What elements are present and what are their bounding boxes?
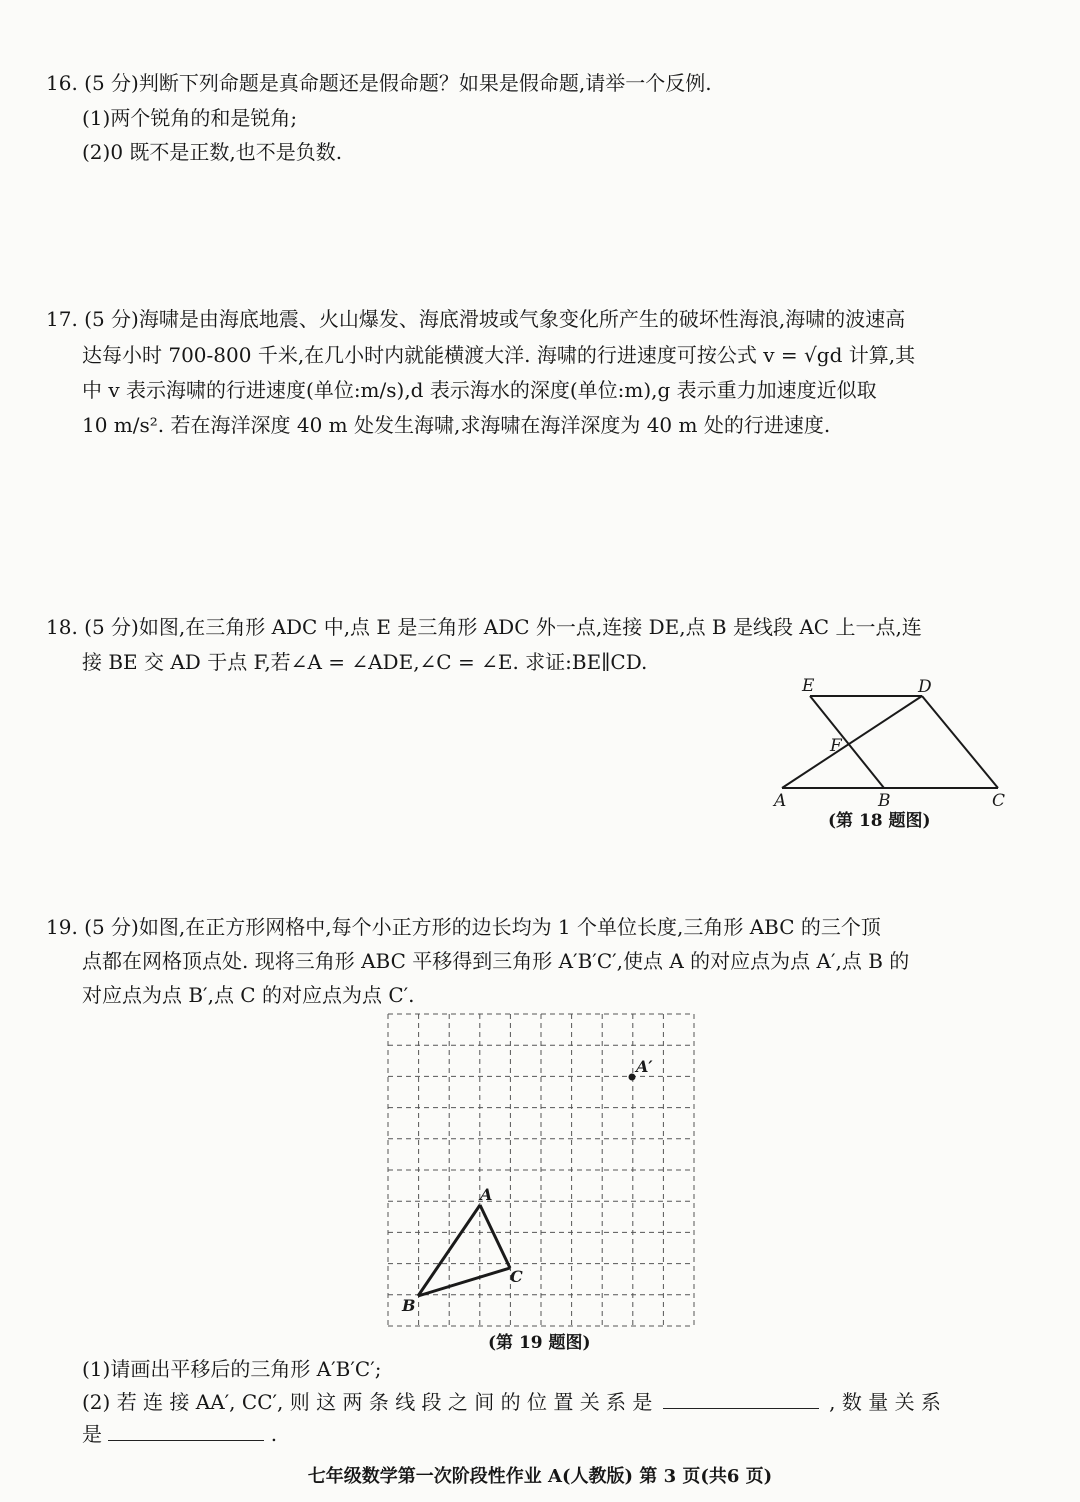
q19-line-3: 对应点为点 B′,点 C 的对应点为点 C′. xyxy=(82,983,415,1007)
segment-ad xyxy=(782,696,922,788)
q17-line-3: 中 v 表示海啸的行进速度(单位:m/s),d 表示海水的深度(单位:m),g 表示重力加速度近似取 xyxy=(82,378,877,402)
q18-line-1: 18. (5 分)如图,在三角形 ADC 中,点 E 是三角形 ADC 外一点,连接 DE,点 B 是线段 AC 上一点,连 xyxy=(46,615,922,639)
answer-blank-quantity[interactable] xyxy=(108,1418,264,1441)
q17-line-4: 10 m/s². 若在海洋深度 40 m 处发生海啸,求海啸在海洋深度为 40 m 处的行进速度. xyxy=(82,413,831,437)
label-f: F xyxy=(830,736,842,756)
q18-line-2: 接 BE 交 AD 于点 F,若∠A = ∠ADE,∠C = ∠E. 求证:BE∥CD. xyxy=(82,650,648,674)
q19-part2-line-2 xyxy=(82,1418,277,1449)
label-e: E xyxy=(802,676,815,696)
segment-dc xyxy=(922,696,998,788)
label-a-prime: A′ xyxy=(636,1057,653,1076)
q19-part2-text-end: . xyxy=(270,1422,278,1446)
point-a-prime xyxy=(629,1074,636,1081)
q19-part1: (1)请画出平移后的三角形 A′B′C′; xyxy=(82,1357,382,1381)
segment-ac xyxy=(480,1205,510,1268)
q19-grid-figure xyxy=(384,1010,700,1332)
label-d: D xyxy=(918,677,932,697)
q19-line-1: 19. (5 分)如图,在正方形网格中,每个小正方形的边长均为 1 个单位长度,三角形 ABC 的三个顶 xyxy=(46,915,881,939)
q17-line-2: 达每小时 700-800 千米,在几小时内就能横渡大洋. 海啸的行进速度可按公式 v = √gd 计算,其 xyxy=(82,343,916,367)
q17-line-1: 17. (5 分)海啸是由海底地震、火山爆发、海底滑坡或气象变化所产生的破坏性海浪,海啸的波速高 xyxy=(46,307,906,331)
label-b: B xyxy=(402,1296,416,1315)
segment-cb xyxy=(418,1268,510,1296)
q16-part1: (1)两个锐角的和是锐角; xyxy=(82,106,298,130)
q16-part2: (2)0 既不是正数,也不是负数. xyxy=(82,140,343,164)
q19-part2-text-a: (2) 若 连 接 AA′, CC′, 则 这 两 条 线 段 之 间 的 位 置 关 系 是 xyxy=(82,1390,653,1414)
answer-blank-position[interactable] xyxy=(663,1386,819,1409)
q19-part2-text-b: , 数 量 关 系 xyxy=(829,1390,941,1414)
q19-line-2: 点都在网格顶点处. 现将三角形 ABC 平移得到三角形 A′B′C′,使点 A 的对应点为点 A′,点 B 的 xyxy=(82,949,910,973)
q19-caption: (第 19 题图) xyxy=(488,1333,591,1353)
q18-caption: (第 18 题图) xyxy=(828,811,931,831)
label-a: A xyxy=(480,1185,493,1204)
label-c: C xyxy=(992,791,1006,811)
segment-eb xyxy=(810,696,884,788)
q16-stem: 16. (5 分)判断下列命题是真命题还是假命题？如果是假命题,请举一个反例. xyxy=(46,71,712,95)
label-c: C xyxy=(510,1267,523,1286)
page-footer: 七年级数学第一次阶段性作业 A(人教版) 第 3 页(共6 页) xyxy=(307,1466,773,1487)
label-a: A xyxy=(774,791,787,811)
label-b: B xyxy=(878,791,891,811)
q19-part2-text-c: 是 xyxy=(82,1422,102,1446)
q19-part2-line-1 xyxy=(82,1386,1002,1417)
segment-ba xyxy=(418,1205,480,1296)
